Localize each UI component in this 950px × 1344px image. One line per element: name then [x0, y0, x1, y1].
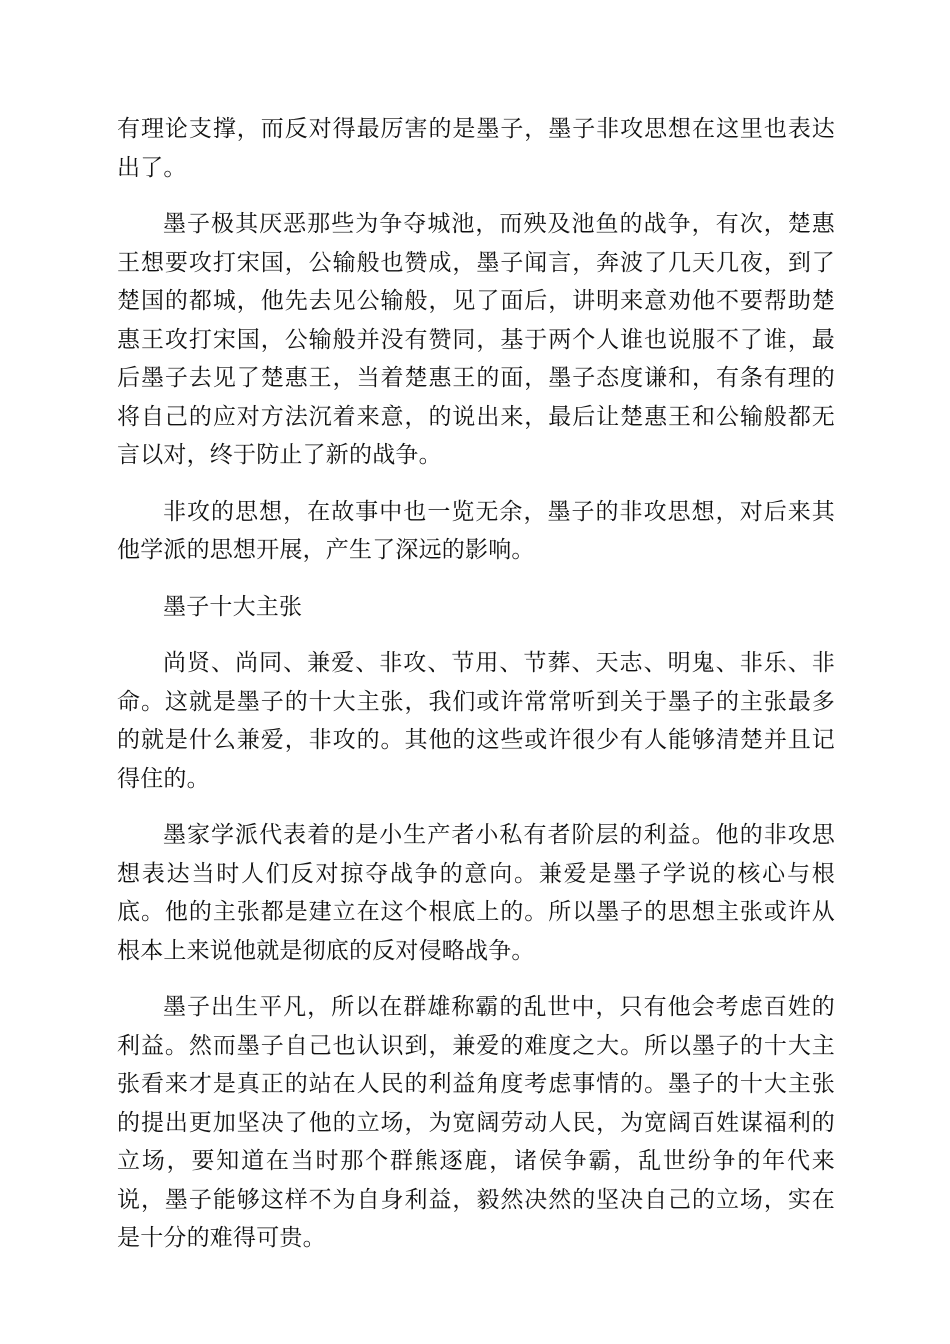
paragraph-ten-tenets-list: 尚贤、尚同、兼爱、非攻、节用、节葬、天志、明鬼、非乐、非命。这就是墨子的十大主张，我们或许常常听到关于墨子的主张最多的就是什么兼爱，非攻的。其他的这些或许很少有人能够清楚并且记得住的。	[117, 650, 835, 792]
paragraph-chu-song-story: 墨子极其厌恶那些为争夺城池，而殃及池鱼的战争，有次，楚惠王想要攻打宋国，公输般也赞成，墨子闻言，奔波了几天几夜，到了楚国的都城，他先去见公输般，见了面后，讲明来意劝他不要帮助楚惠王攻打宋国，公输般并没有赞同，基于两个人谁也说服不了谁，最后墨子去见了楚惠王，当着楚惠王的面，墨子态度谦和，有条有理的将自己的应对方法沉着来意，的说出来，最后让楚惠王和公输般都无言以对，终于防止了新的战争。	[117, 211, 835, 468]
paragraph-feigong-influence: 非攻的思想，在故事中也一览无余，墨子的非攻思想，对后来其他学派的思想开展，产生了深远的影响。	[117, 498, 835, 563]
document-body	[117, 110, 835, 1276]
paragraph-mohist-class: 墨家学派代表着的是小生产者小私有者阶层的利益。他的非攻思想表达当时人们反对掠夺战争的意向。兼爱是墨子学说的核心与根底。他的主张都是建立在这个根底上的。所以墨子的思想主张或许从根本上来说他就是彻底的反对侵略战争。	[117, 822, 835, 964]
paragraph-continuation: 有理论支撑，而反对得最厉害的是墨子，墨子非攻思想在这里也表达出了。	[117, 116, 835, 181]
section-heading-ten-tenets: 墨子十大主张	[163, 593, 303, 620]
paragraph-mozi-stance: 墨子出生平凡，所以在群雄称霸的乱世中，只有他会考虑百姓的利益。然而墨子自己也认识到，兼爱的难度之大。所以墨子的十大主张看来才是真正的站在人民的利益角度考虑事情的。墨子的十大主张的提出更加坚决了他的立场，为宽阔劳动人民，为宽阔百姓谋福利的立场，要知道在当时那个群熊逐鹿，诸侯争霸，乱世纷争的年代来说，墨子能够这样不为自身利益，毅然决然的坚决自己的立场，实在是十分的难得可贵。	[117, 994, 835, 1251]
